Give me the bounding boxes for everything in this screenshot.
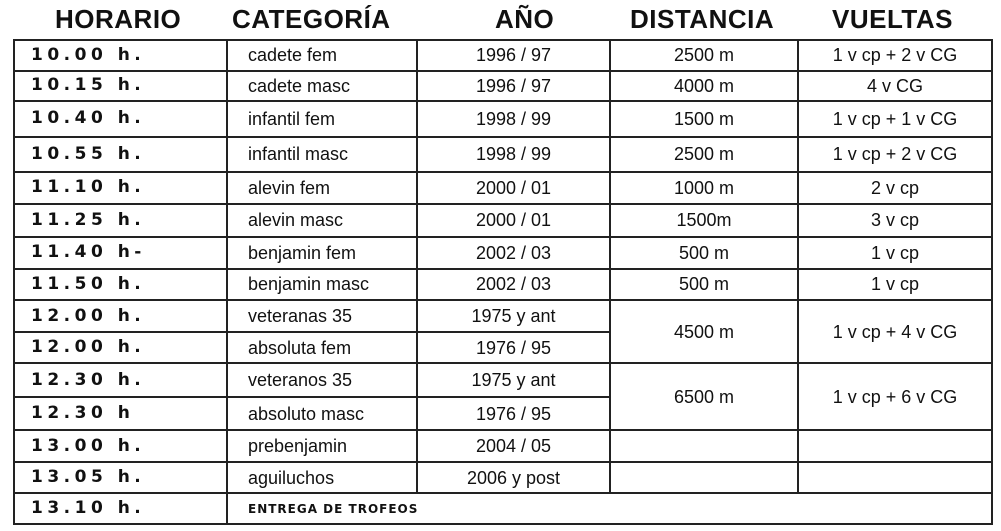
table-row bbox=[14, 300, 992, 332]
category-cell: benjamin fem bbox=[227, 237, 417, 269]
time-cell: 12.30 h. bbox=[14, 363, 227, 397]
time-cell: 12.00 h. bbox=[14, 332, 227, 364]
time-cell: 11.40 h- bbox=[14, 237, 227, 269]
header-ano: AÑO bbox=[495, 4, 555, 34]
laps-cell: 1 v cp + 4 v CG bbox=[798, 300, 992, 363]
table-row bbox=[14, 237, 992, 269]
category-cell: cadete fem bbox=[227, 40, 417, 71]
category-cell: alevin masc bbox=[227, 204, 417, 238]
time-cell: 10.15 h. bbox=[14, 71, 227, 102]
time-cell: 12.30 h bbox=[14, 397, 227, 431]
distance-cell bbox=[610, 462, 798, 494]
header-distancia: DISTANCIA bbox=[630, 4, 775, 34]
table-row-final bbox=[14, 493, 992, 524]
laps-cell: 3 v cp bbox=[798, 204, 992, 238]
time-cell: 11.25 h. bbox=[14, 204, 227, 238]
table-row bbox=[14, 430, 992, 462]
laps-cell bbox=[798, 430, 992, 462]
trophy-ceremony-label: ENTREGA DE TROFEOS bbox=[227, 493, 992, 524]
table-row bbox=[14, 172, 992, 204]
year-cell: 1998 / 99 bbox=[417, 101, 610, 137]
year-cell: 1998 / 99 bbox=[417, 137, 610, 173]
distance-cell: 4500 m bbox=[610, 300, 798, 363]
time-cell: 10.00 h. bbox=[14, 40, 227, 71]
year-cell: 1975 y ant bbox=[417, 363, 610, 397]
laps-cell: 1 v cp + 2 v CG bbox=[798, 137, 992, 173]
year-cell: 2000 / 01 bbox=[417, 172, 610, 204]
schedule-table bbox=[13, 39, 993, 525]
laps-cell: 1 v cp + 6 v CG bbox=[798, 363, 992, 430]
time-cell: 13.05 h. bbox=[14, 462, 227, 494]
laps-cell bbox=[798, 462, 992, 494]
header-horario: HORARIO bbox=[55, 4, 182, 34]
year-cell: 2006 y post bbox=[417, 462, 610, 494]
year-cell: 1976 / 95 bbox=[417, 397, 610, 431]
distance-cell bbox=[610, 430, 798, 462]
laps-cell: 2 v cp bbox=[798, 172, 992, 204]
distance-cell: 4000 m bbox=[610, 71, 798, 102]
laps-cell: 1 v cp bbox=[798, 269, 992, 301]
category-cell: benjamin masc bbox=[227, 269, 417, 301]
year-cell: 2002 / 03 bbox=[417, 269, 610, 301]
laps-cell: 4 v CG bbox=[798, 71, 992, 102]
category-cell: absoluto masc bbox=[227, 397, 417, 431]
year-cell: 1976 / 95 bbox=[417, 332, 610, 364]
year-cell: 2000 / 01 bbox=[417, 204, 610, 238]
year-cell: 2004 / 05 bbox=[417, 430, 610, 462]
time-cell: 13.00 h. bbox=[14, 430, 227, 462]
laps-cell: 1 v cp + 1 v CG bbox=[798, 101, 992, 137]
header-categoria: CATEGORÍA bbox=[232, 4, 391, 34]
header-vueltas: VUELTAS bbox=[832, 4, 953, 34]
category-cell: veteranas 35 bbox=[227, 300, 417, 332]
category-cell: absoluta fem bbox=[227, 332, 417, 364]
table-row bbox=[14, 462, 992, 494]
time-cell: 13.10 h. bbox=[14, 493, 227, 524]
category-cell: aguiluchos bbox=[227, 462, 417, 494]
category-cell: infantil masc bbox=[227, 137, 417, 173]
distance-cell: 500 m bbox=[610, 237, 798, 269]
laps-cell: 1 v cp + 2 v CG bbox=[798, 40, 992, 71]
category-cell: alevin fem bbox=[227, 172, 417, 204]
year-cell: 2002 / 03 bbox=[417, 237, 610, 269]
year-cell: 1996 / 97 bbox=[417, 40, 610, 71]
distance-cell: 1500 m bbox=[610, 101, 798, 137]
distance-cell: 2500 m bbox=[610, 40, 798, 71]
table-row bbox=[14, 137, 992, 173]
table-row bbox=[14, 101, 992, 137]
distance-cell: 1500m bbox=[610, 204, 798, 238]
table-row bbox=[14, 363, 992, 397]
distance-cell: 500 m bbox=[610, 269, 798, 301]
time-cell: 10.40 h. bbox=[14, 101, 227, 137]
time-cell: 11.50 h. bbox=[14, 269, 227, 301]
category-cell: cadete masc bbox=[227, 71, 417, 102]
time-cell: 11.10 h. bbox=[14, 172, 227, 204]
distance-cell: 1000 m bbox=[610, 172, 798, 204]
table-row bbox=[14, 71, 992, 102]
category-cell: prebenjamin bbox=[227, 430, 417, 462]
laps-cell: 1 v cp bbox=[798, 237, 992, 269]
table-row bbox=[14, 269, 992, 301]
time-cell: 10.55 h. bbox=[14, 137, 227, 173]
category-cell: veteranos 35 bbox=[227, 363, 417, 397]
distance-cell: 2500 m bbox=[610, 137, 798, 173]
category-cell: infantil fem bbox=[227, 101, 417, 137]
year-cell: 1975 y ant bbox=[417, 300, 610, 332]
table-row bbox=[14, 40, 992, 71]
table-row bbox=[14, 204, 992, 238]
distance-cell: 6500 m bbox=[610, 363, 798, 430]
year-cell: 1996 / 97 bbox=[417, 71, 610, 102]
time-cell: 12.00 h. bbox=[14, 300, 227, 332]
